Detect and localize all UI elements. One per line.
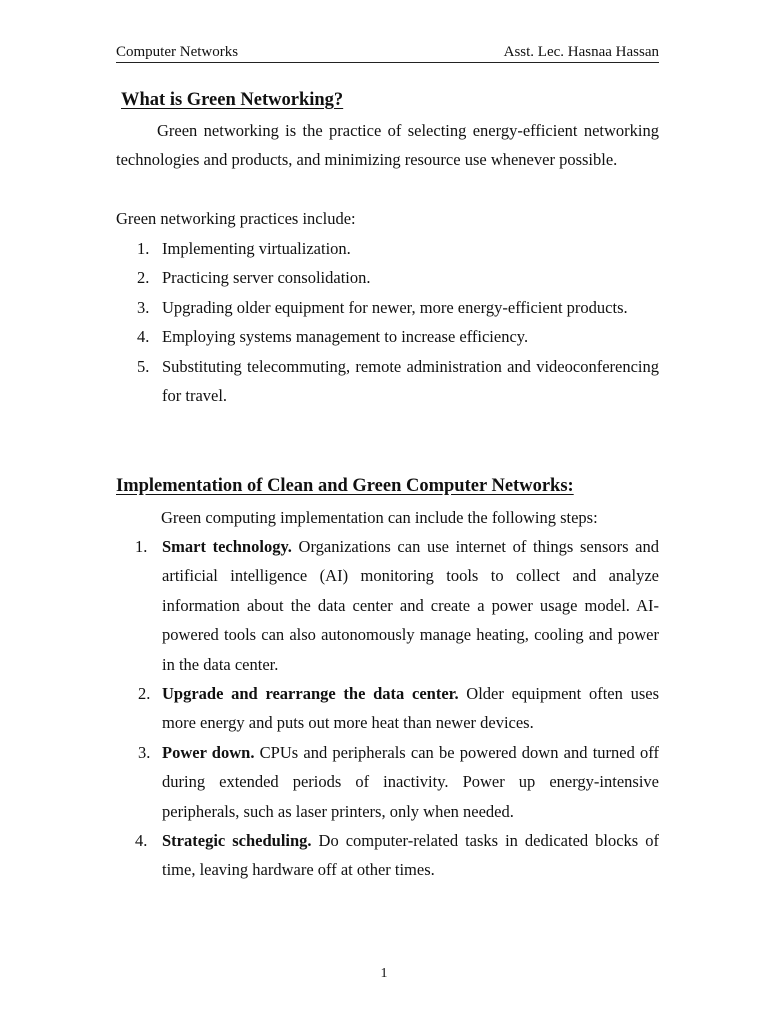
list-item (116, 532, 659, 679)
list-item-number: 5. (137, 356, 150, 376)
list-item-number: 2. (137, 268, 150, 288)
list-item-text: Practicing server consolidation. (162, 268, 371, 288)
list-item-text: CPUs and peripherals can be powered down and turned off during extended periods of inactivity. Power up energy-intensive peripherals, such as laser printers, only when needed. (162, 742, 659, 821)
list-item-text: Upgrading older equipment for newer, more energy-efficient products. (162, 297, 628, 317)
list-item-heading: Strategic scheduling. (162, 831, 312, 851)
list-item (116, 234, 659, 263)
list-item-text: Implementing virtualization. (162, 239, 351, 258)
list-item-heading: Smart technology. (162, 537, 292, 556)
list-item (116, 826, 659, 885)
section-title-green-networking: What is Green Networking? (121, 90, 344, 110)
list-item-number: 3. (138, 742, 151, 762)
list-item-number: 4. (135, 831, 148, 851)
list-item-text: Employing systems management to increase efficiency. (162, 327, 529, 347)
list-item (116, 322, 659, 351)
practices-list (116, 234, 659, 410)
green-networking-definition: Green networking is the practice of selecting energy-efficient networking technologies and products, and minimizing resource use whenever possible. (116, 121, 659, 170)
list-item-text: Organizations can use internet of things sensors and artificial intelligence (AI) monitoring tools to collect and analyze information about the data center and create a power usage model. AI-powered tools can also autonomously manage heating, cooling and power in the data center. (162, 537, 659, 674)
list-item-number: 2. (138, 684, 151, 704)
page-header (116, 42, 659, 63)
header-course-title: Computer Networks (116, 44, 239, 60)
list-item (116, 679, 659, 738)
list-item-text: Do computer-related tasks in dedicated blocks of time, leaving hardware off at other times. (162, 831, 659, 880)
list-item-heading: Power down. (162, 742, 255, 762)
page-number: 1 (380, 966, 388, 981)
list-item-text: Older equipment often uses more energy and puts out more heat than newer devices. (162, 684, 659, 733)
list-item-heading: Upgrade and rearrange the data center. (162, 684, 459, 704)
header-author: Asst. Lec. Hasnaa Hassan (503, 44, 659, 60)
list-item (116, 352, 659, 411)
list-item-number: 3. (137, 297, 150, 317)
list-item-number: 1. (137, 239, 150, 258)
list-item (116, 263, 659, 292)
section-title-implementation: Implementation of Clean and Green Computer Networks: (116, 476, 574, 496)
list-item-number: 1. (135, 537, 148, 556)
list-item (116, 738, 659, 826)
list-item-text: Substituting telecommuting, remote administration and videoconferencing for travel. (162, 356, 659, 406)
implementation-intro: Green computing implementation can include the following steps: (161, 508, 598, 527)
practices-intro: Green networking practices include: (116, 209, 356, 228)
list-item (116, 293, 659, 322)
list-item-number: 4. (137, 327, 150, 347)
implementation-steps-list (116, 532, 659, 885)
